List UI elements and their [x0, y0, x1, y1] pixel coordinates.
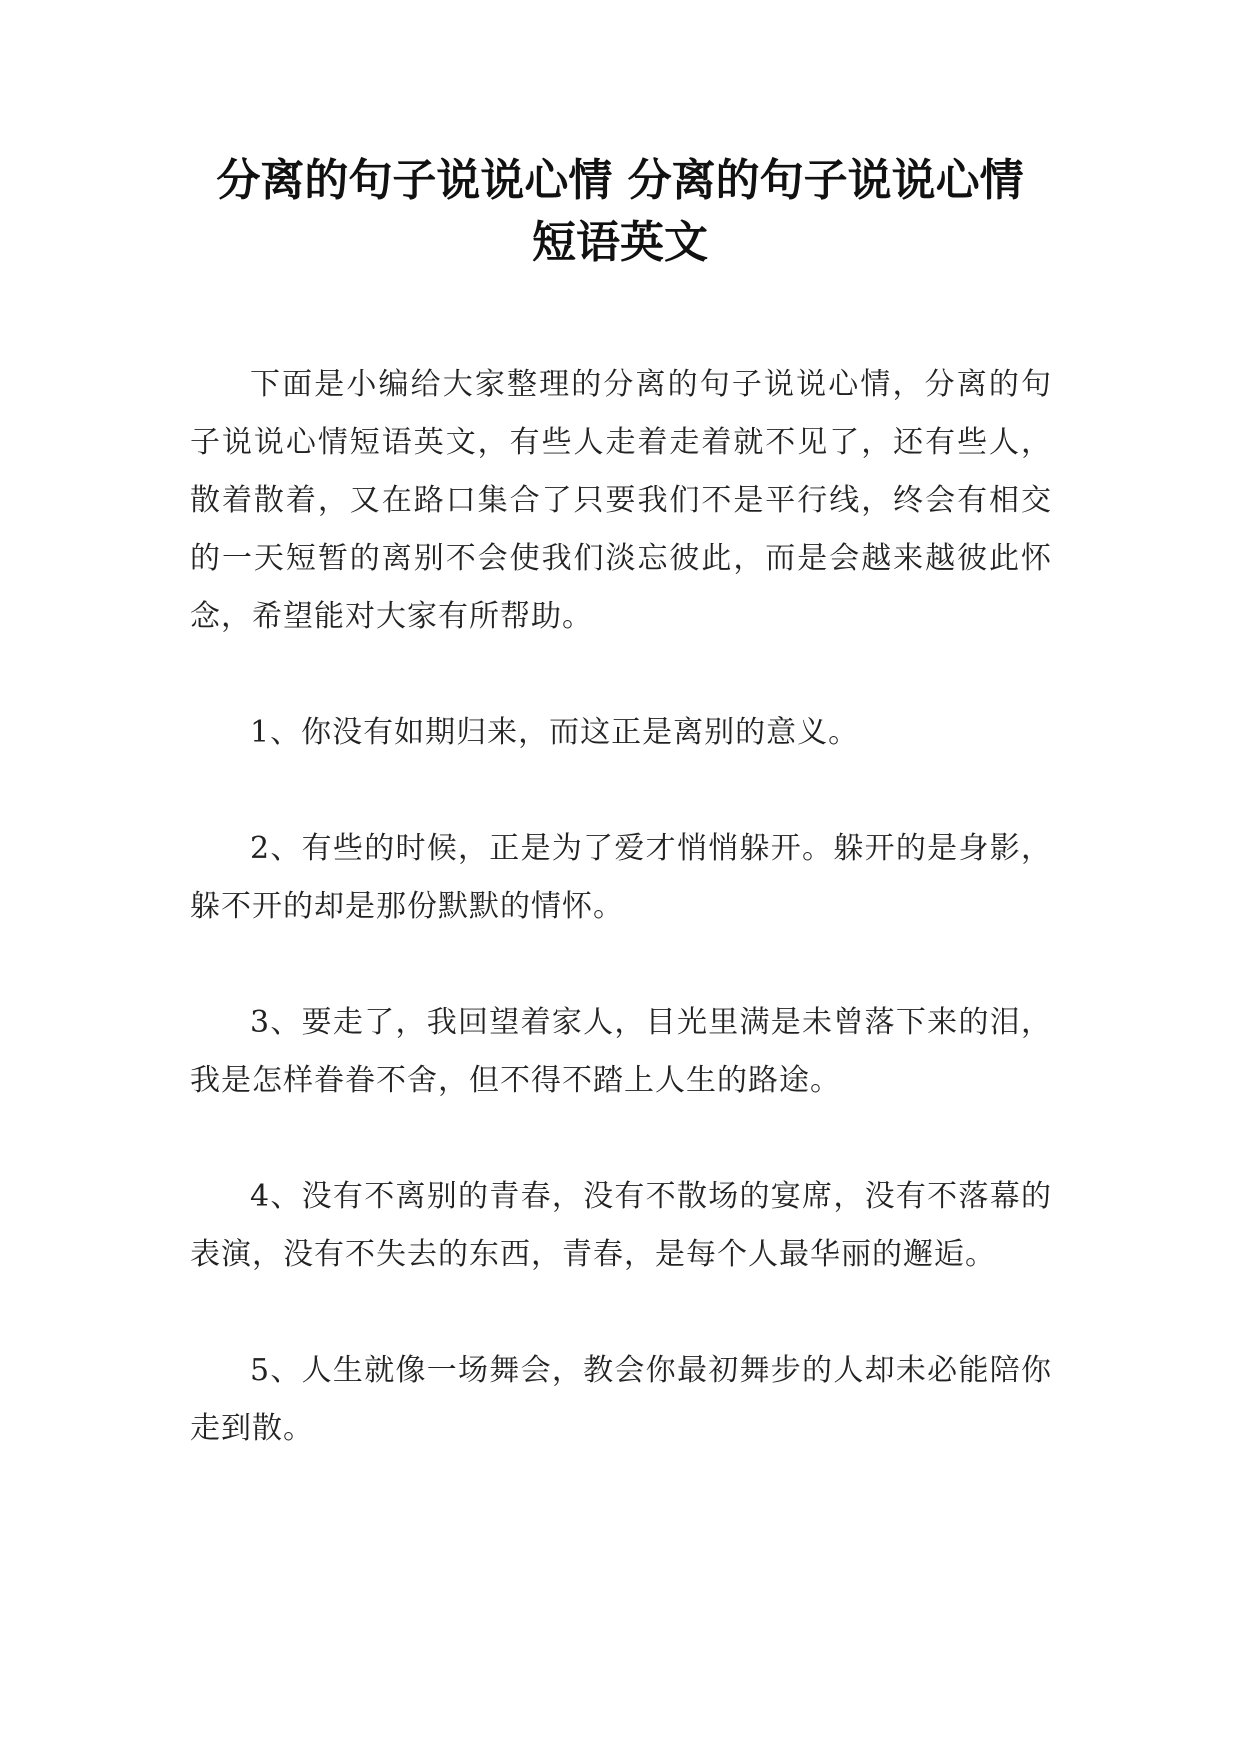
intro-paragraph: 下面是小编给大家整理的分离的句子说说心情，分离的句子说说心情短语英文，有些人走着走着就不见了，还有些人，散着散着，又在路口集合了只要我们不是平行线，终会有相交的一天短暂的离别不会使我们淡忘彼此，而是会越来越彼此怀念，希望能对大家有所帮助。: [190, 367, 1052, 634]
quote-paragraph-2: 2、有些的时候，正是为了爱才悄悄躲开。躲开的是身影，躲不开的却是那份默默的情怀。: [190, 831, 1052, 924]
document-title: [190, 150, 1050, 274]
quote-paragraph-1: 1、你没有如期归来，而这正是离别的意义。: [250, 715, 860, 750]
title-line-1: 分离的句子说说心情 分离的句子说说心情: [216, 155, 1024, 206]
quote-paragraph-4: 4、没有不离别的青春，没有不散场的宴席，没有不落幕的表演，没有不失去的东西，青春，是每个人最华丽的邂逅。: [190, 1179, 1052, 1272]
document-body: [190, 356, 1052, 1516]
title-line-2: 短语英文: [532, 217, 708, 268]
quote-paragraph-5: 5、人生就像一场舞会，教会你最初舞步的人却未必能陪你走到散。: [190, 1353, 1052, 1446]
quote-paragraph-3: 3、要走了，我回望着家人，目光里满是未曾落下来的泪，我是怎样眷眷不舍，但不得不踏上人生的路途。: [190, 1005, 1052, 1098]
